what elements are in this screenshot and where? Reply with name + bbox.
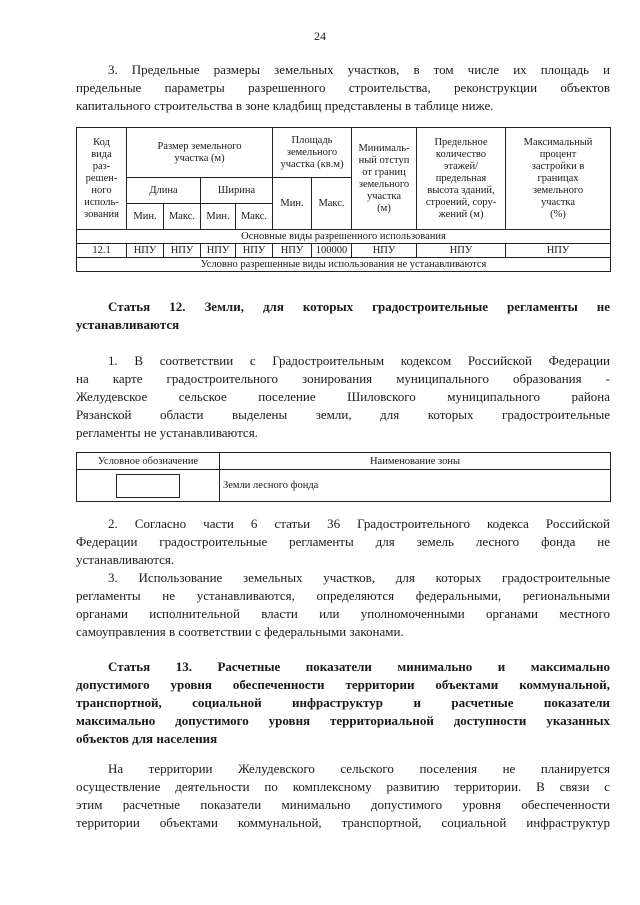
text-line: территории объектами коммунальной, транспортной, социальной инфраструктур (76, 815, 610, 830)
text-line: на карте градостроительного зонирования муниципального образования - (76, 371, 610, 386)
header-area-min: Мин. (273, 178, 312, 230)
text-line: капитального строительства в зоне кладбищ представлены в таблице ниже. (76, 98, 494, 113)
paragraph-article-12-3 (76, 569, 610, 641)
conditional-uses-label: Условно разрешенные виды использования не устанавливаются (77, 258, 611, 272)
header-length: Длина (127, 178, 201, 204)
heading-line: Статья 12. Земли, для которых градостроительные регламенты не (108, 299, 610, 314)
text-line: Федерации градостроительные регламенты для земель лесного фонда не (76, 534, 610, 549)
article-13-heading (76, 658, 610, 748)
header-width: Ширина (201, 178, 273, 204)
forest-zone-swatch (116, 474, 180, 498)
text-line: предельные параметры разрешенного строительства, реконструкции объектов (76, 80, 610, 95)
header-code: Код вида раз- решен- ного исполь- зования (77, 128, 127, 230)
text-line: осуществление деятельности по комплексному развитию территории. В связи с (76, 779, 610, 794)
heading-line: устанавливаются (76, 317, 180, 332)
header-min-offset: Минималь- ный отступ от границ земельного участка (м) (352, 128, 417, 230)
text-line: 3. Предельные размеры земельных участков, в том числе их площадь и (108, 62, 610, 77)
header-area-max: Макс. (312, 178, 352, 230)
heading-line: транспортной, социальной инфраструктур и расчетные показатели (76, 695, 610, 710)
cell-area-max: 100000 (312, 244, 352, 258)
paragraph-article-12-2 (76, 515, 610, 569)
zone-legend-table (76, 452, 611, 502)
article-12-heading (76, 298, 610, 334)
text-line: регламенты не устанавливаются. (76, 425, 258, 440)
text-line: 2. Согласно части 6 статьи 36 Градостроительного кодекса Российской (108, 516, 610, 531)
heading-line: объектов для населения (76, 731, 218, 746)
text-line: На территории Желудевского сельского поселения не планируется (108, 761, 610, 776)
legend-symbol-cell (77, 470, 220, 502)
text-line: регламенты не устанавливаются, определяются федеральными, региональными (76, 588, 610, 603)
header-area: Площадь земельного участка (кв.м) (273, 128, 352, 178)
heading-line: Статья 13. Расчетные показатели минимально и максимально (108, 659, 610, 674)
cell-code: 12.1 (77, 244, 127, 258)
heading-line: допустимого уровня обеспеченности территории объектами коммунальной, (76, 677, 610, 692)
paragraph-article-12-1 (76, 352, 610, 442)
header-floors-height: Предельное количество этажей/ предельная высота зданий, строений, сору- жений (м) (417, 128, 506, 230)
cell-floors: НПУ (417, 244, 506, 258)
text-line: этим расчетные показатели минимально допустимого уровня обеспеченности (76, 797, 610, 812)
text-line: самоуправления в соответствии с федеральными законами. (76, 624, 404, 639)
header-length-max: Макс. (164, 204, 201, 230)
text-line: 1. В соответствии с Градостроительным кодексом Российской Федерации (108, 353, 610, 368)
land-plot-parameters-table (76, 127, 611, 272)
table-row (77, 470, 611, 502)
main-uses-label: Основные виды разрешенного использования (77, 230, 611, 244)
cell-width-min: НПУ (201, 244, 236, 258)
paragraph-size-limits (76, 61, 610, 115)
cell-area-min: НПУ (273, 244, 312, 258)
paragraph-article-13 (76, 760, 610, 832)
text-line: Рязанской области выделены земли, для которых градостроительные (76, 407, 610, 422)
header-length-min: Мин. (127, 204, 164, 230)
text-line: 3. Использование земельных участков, для которых градостроительные (108, 570, 610, 585)
cell-length-max: НПУ (164, 244, 201, 258)
table-row (77, 244, 611, 258)
text-line: органами исполнительной власти или уполномоченными органами местного (76, 606, 610, 621)
header-max-build-percent: Максимальный процент застройки в границах земельного участка (%) (506, 128, 611, 230)
header-width-max: Макс. (236, 204, 273, 230)
zone-name-cell: Земли лесного фонда (220, 470, 611, 502)
heading-line: максимально допустимого уровня территориальной доступности указанных (76, 713, 610, 728)
text-line: устанавливаются. (76, 552, 175, 567)
cell-min-offset: НПУ (352, 244, 417, 258)
header-zone-name: Наименование зоны (220, 453, 611, 470)
header-symbol: Условное обозначение (77, 453, 220, 470)
text-line: Желудевское сельское поселение Шиловского муниципального района (76, 389, 610, 404)
cell-width-max: НПУ (236, 244, 273, 258)
header-width-min: Мин. (201, 204, 236, 230)
cell-length-min: НПУ (127, 244, 164, 258)
cell-max-build: НПУ (506, 244, 611, 258)
page-number: 24 (314, 29, 326, 43)
header-plot-size: Размер земельного участка (м) (127, 128, 273, 178)
